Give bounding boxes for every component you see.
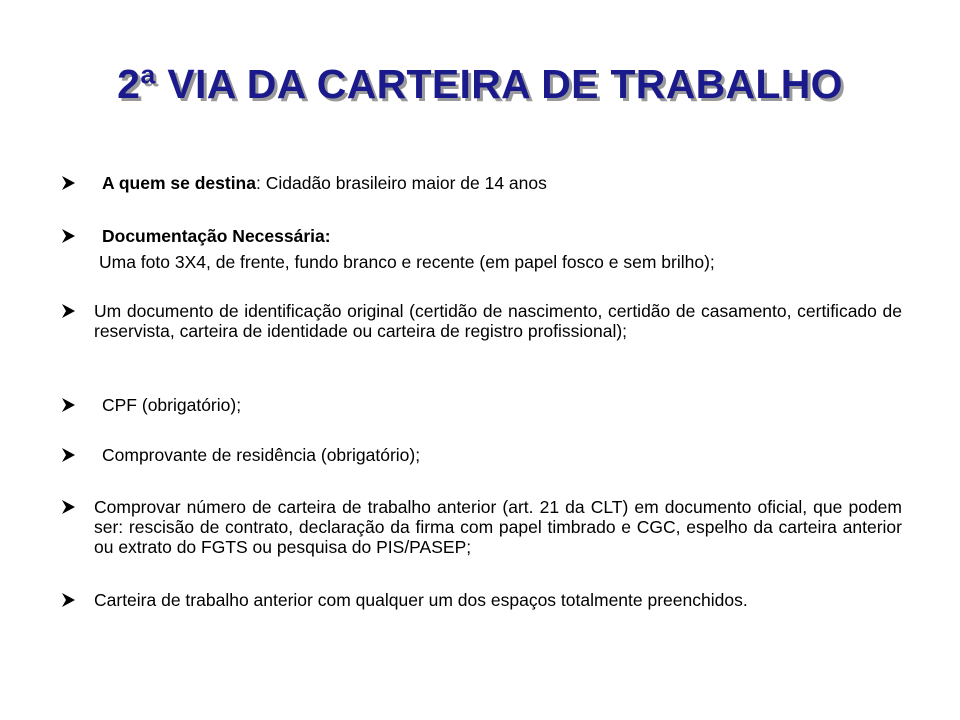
- bullet-text: CPF (obrigatório);: [102, 395, 242, 415]
- arrowhead-bullet-icon: [60, 447, 76, 463]
- bullet-text: Um documento de identificação original (certidão de nascimento, certidão de casamento, certificado de reservista, carteira de identidade ou carteira de registro profissional);: [94, 301, 902, 341]
- arrowhead-bullet-icon: [60, 592, 76, 608]
- bullet-subtext: Uma foto 3X4, de frente, fundo branco e recente (em papel fosco e sem brilho);: [99, 252, 715, 272]
- bullet-text: [99, 226, 902, 272]
- bullet-label: Documentação Necessária:: [102, 226, 331, 246]
- slide-title: 2ª VIA DA CARTEIRA DE TRABALHO: [117, 61, 843, 107]
- bullet-text: Carteira de trabalho anterior com qualquer um dos espaços totalmente preenchidos.: [94, 590, 748, 610]
- bullet-label: A quem se destina: [102, 173, 256, 193]
- bullet-text: Comprovante de residência (obrigatório);: [102, 445, 421, 465]
- arrowhead-bullet-icon: [60, 499, 76, 515]
- arrowhead-bullet-icon: [60, 228, 76, 244]
- bullet-text: Comprovar número de carteira de trabalho anterior (art. 21 da CLT) em documento oficial, que podem ser: rescisão de contrato, declaração da firma com papel timbrado e CGC, espelho da carteira anterior ou extrato do FGTS ou pesquisa do PIS/PASEP;: [94, 497, 902, 557]
- arrowhead-bullet-icon: [60, 175, 76, 191]
- bullet-value: Cidadão brasileiro maior de 14 anos: [265, 173, 547, 193]
- arrowhead-bullet-icon: [60, 397, 76, 413]
- arrowhead-bullet-icon: [60, 303, 76, 319]
- label-separator: :: [255, 173, 266, 193]
- bullet-text: [102, 173, 902, 193]
